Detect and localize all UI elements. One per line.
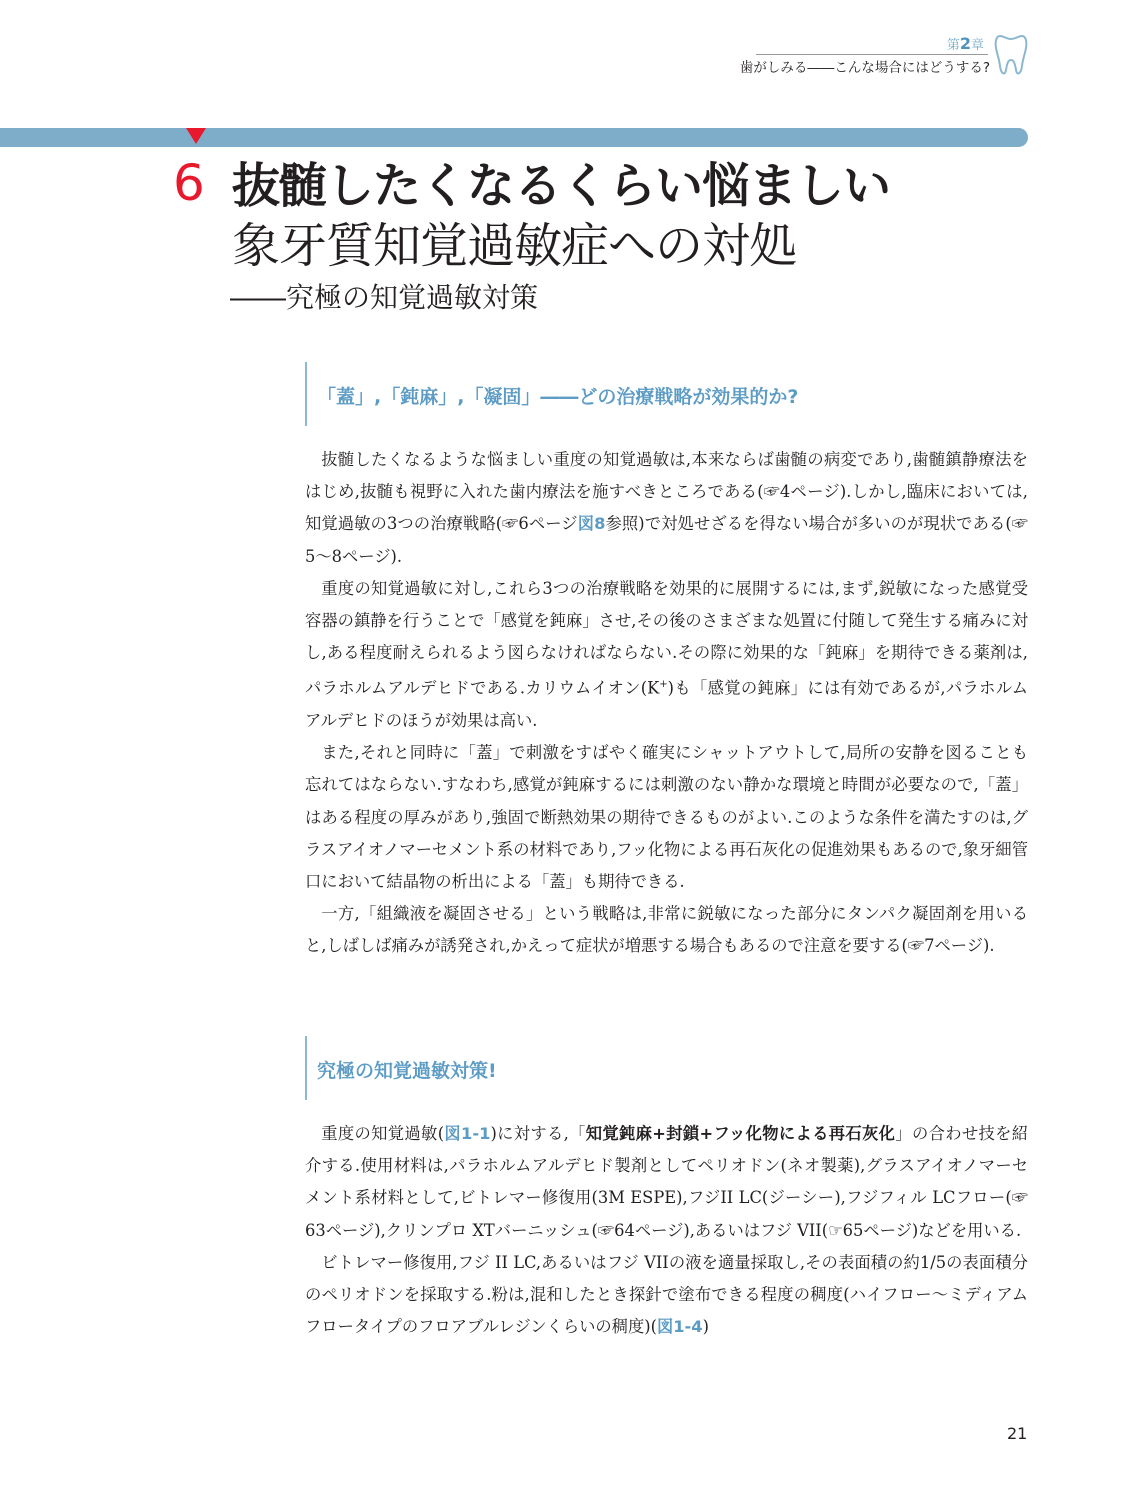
figure-reference: 図1-1: [444, 1124, 491, 1143]
section-body: [305, 1118, 1028, 1343]
section-heading: [305, 1036, 1028, 1100]
paragraph: 重度の知覚過敏に対し,これら3つの治療戦略を効果的に展開するには,まず,鋭敏になった感覚受容器の鎮静を行うことで「感覚を鈍麻」させ,その後のさまざまな処置に付随して発生する痛みに対し,ある程度耐えられるよう図らなければならない.その際に効果的な「鈍麻」を期待できる薬剤は,パラホルムアルデヒドである.カリウムイオン(K+)も「感覚の鈍麻」には有効であるが,パラホルムアルデヒドのほうが効果は高い.: [305, 578, 1028, 731]
title-line-2: 象牙質知覚過敏症への対処: [232, 218, 797, 274]
figure-reference: 図1-4: [656, 1317, 703, 1337]
section-strategies: [305, 362, 1028, 963]
chapter-label: 第2章: [946, 34, 984, 53]
paragraph: また,それと同時に「蓋」で刺激をすばやく確実にシャットアウトして,局所の安静を図ることも忘れてはならない.すなわち,感覚が鈍麻するには刺激のない静かな環境と時間が必要なので,「蓋」はある程度の厚みがあり,強固で断熱効果の期待できるものがよい.このような条件を満たすのは,グラスアイオノマーセメント系の材料であり,フッ化物による再石灰化の促進効果もあるので,象牙細管口において結晶物の析出による「蓋」も期待できる.: [305, 743, 1028, 892]
paragraph: 一方,「組織液を凝固させる」という戦略は,非常に鋭敏になった部分にタンパク凝固剤を用いると,しばしば痛みが誘発され,かえって症状が増悪する場合もあるので注意を要する(☞7ページ).: [305, 904, 1028, 956]
header-divider: [756, 54, 988, 55]
emphasis-text: 知覚鈍麻+封鎖+フッ化物による再石灰化: [585, 1124, 896, 1143]
section-number: 6: [173, 154, 205, 212]
figure-reference: 図8: [577, 514, 606, 534]
section-ultimate-measure: [305, 1036, 1028, 1343]
section-heading-text: 究極の知覚過敏対策!: [317, 1060, 497, 1082]
chapter-subtitle: 歯がしみる――こんな場合にはどうする?: [739, 60, 990, 76]
page-number: 21: [1007, 1424, 1028, 1443]
section-heading-text: 「蓋」,「鈍麻」,「凝固」――どの治療戦略が効果的か?: [317, 386, 799, 408]
section-body: [305, 444, 1028, 963]
paragraph: 重度の知覚過敏(図1-1)に対する,「知覚鈍麻+封鎖+フッ化物による再石灰化」の合わせ技を紹介する.使用材料は,パラホルムアルデヒド製剤としてペリオドン(ネオ製薬),グラスアイオノマーセメント系材料として,ビトレマー修復用(3M ESPE),フジII LC(ジーシー),フジフィル LCフロー(☞63ページ),クリンプロ XTバーニッシュ(☞64ページ),あるいはフジ VII(☞65ページ)などを用いる.: [305, 1124, 1028, 1240]
tooth-icon: [994, 32, 1028, 78]
title-band: [0, 128, 1028, 147]
paragraph: ビトレマー修復用,フジ II LC,あるいはフジ VIIの液を適量採取し,その表面積の約1/5の表面積分のペリオドンを採取する.粉は,混和したとき探針で塗布できる程度の稠度(ハイフロー〜ミディアムフロータイプのフロアブルレジンくらいの稠度)(図1-4): [305, 1252, 1028, 1337]
paragraph: 抜髄したくなるような悩ましい重度の知覚過敏は,本来ならば歯髄の病変であり,歯髄鎮静療法をはじめ,抜髄も視野に入れた歯内療法を施すべきところである(☞4ページ).しかし,臨床においては,知覚過敏の3つの治療戦略(☞6ページ図8参照)で対処せざるを得ない場合が多いのが現状である(☞5〜8ページ).: [305, 450, 1028, 566]
section-heading: [305, 362, 1028, 426]
title-line-1: 抜髄したくなるくらい悩ましい: [232, 158, 891, 214]
title-subtitle: ――究極の知覚過敏対策: [230, 281, 539, 314]
section-marker-triangle: [186, 128, 206, 144]
